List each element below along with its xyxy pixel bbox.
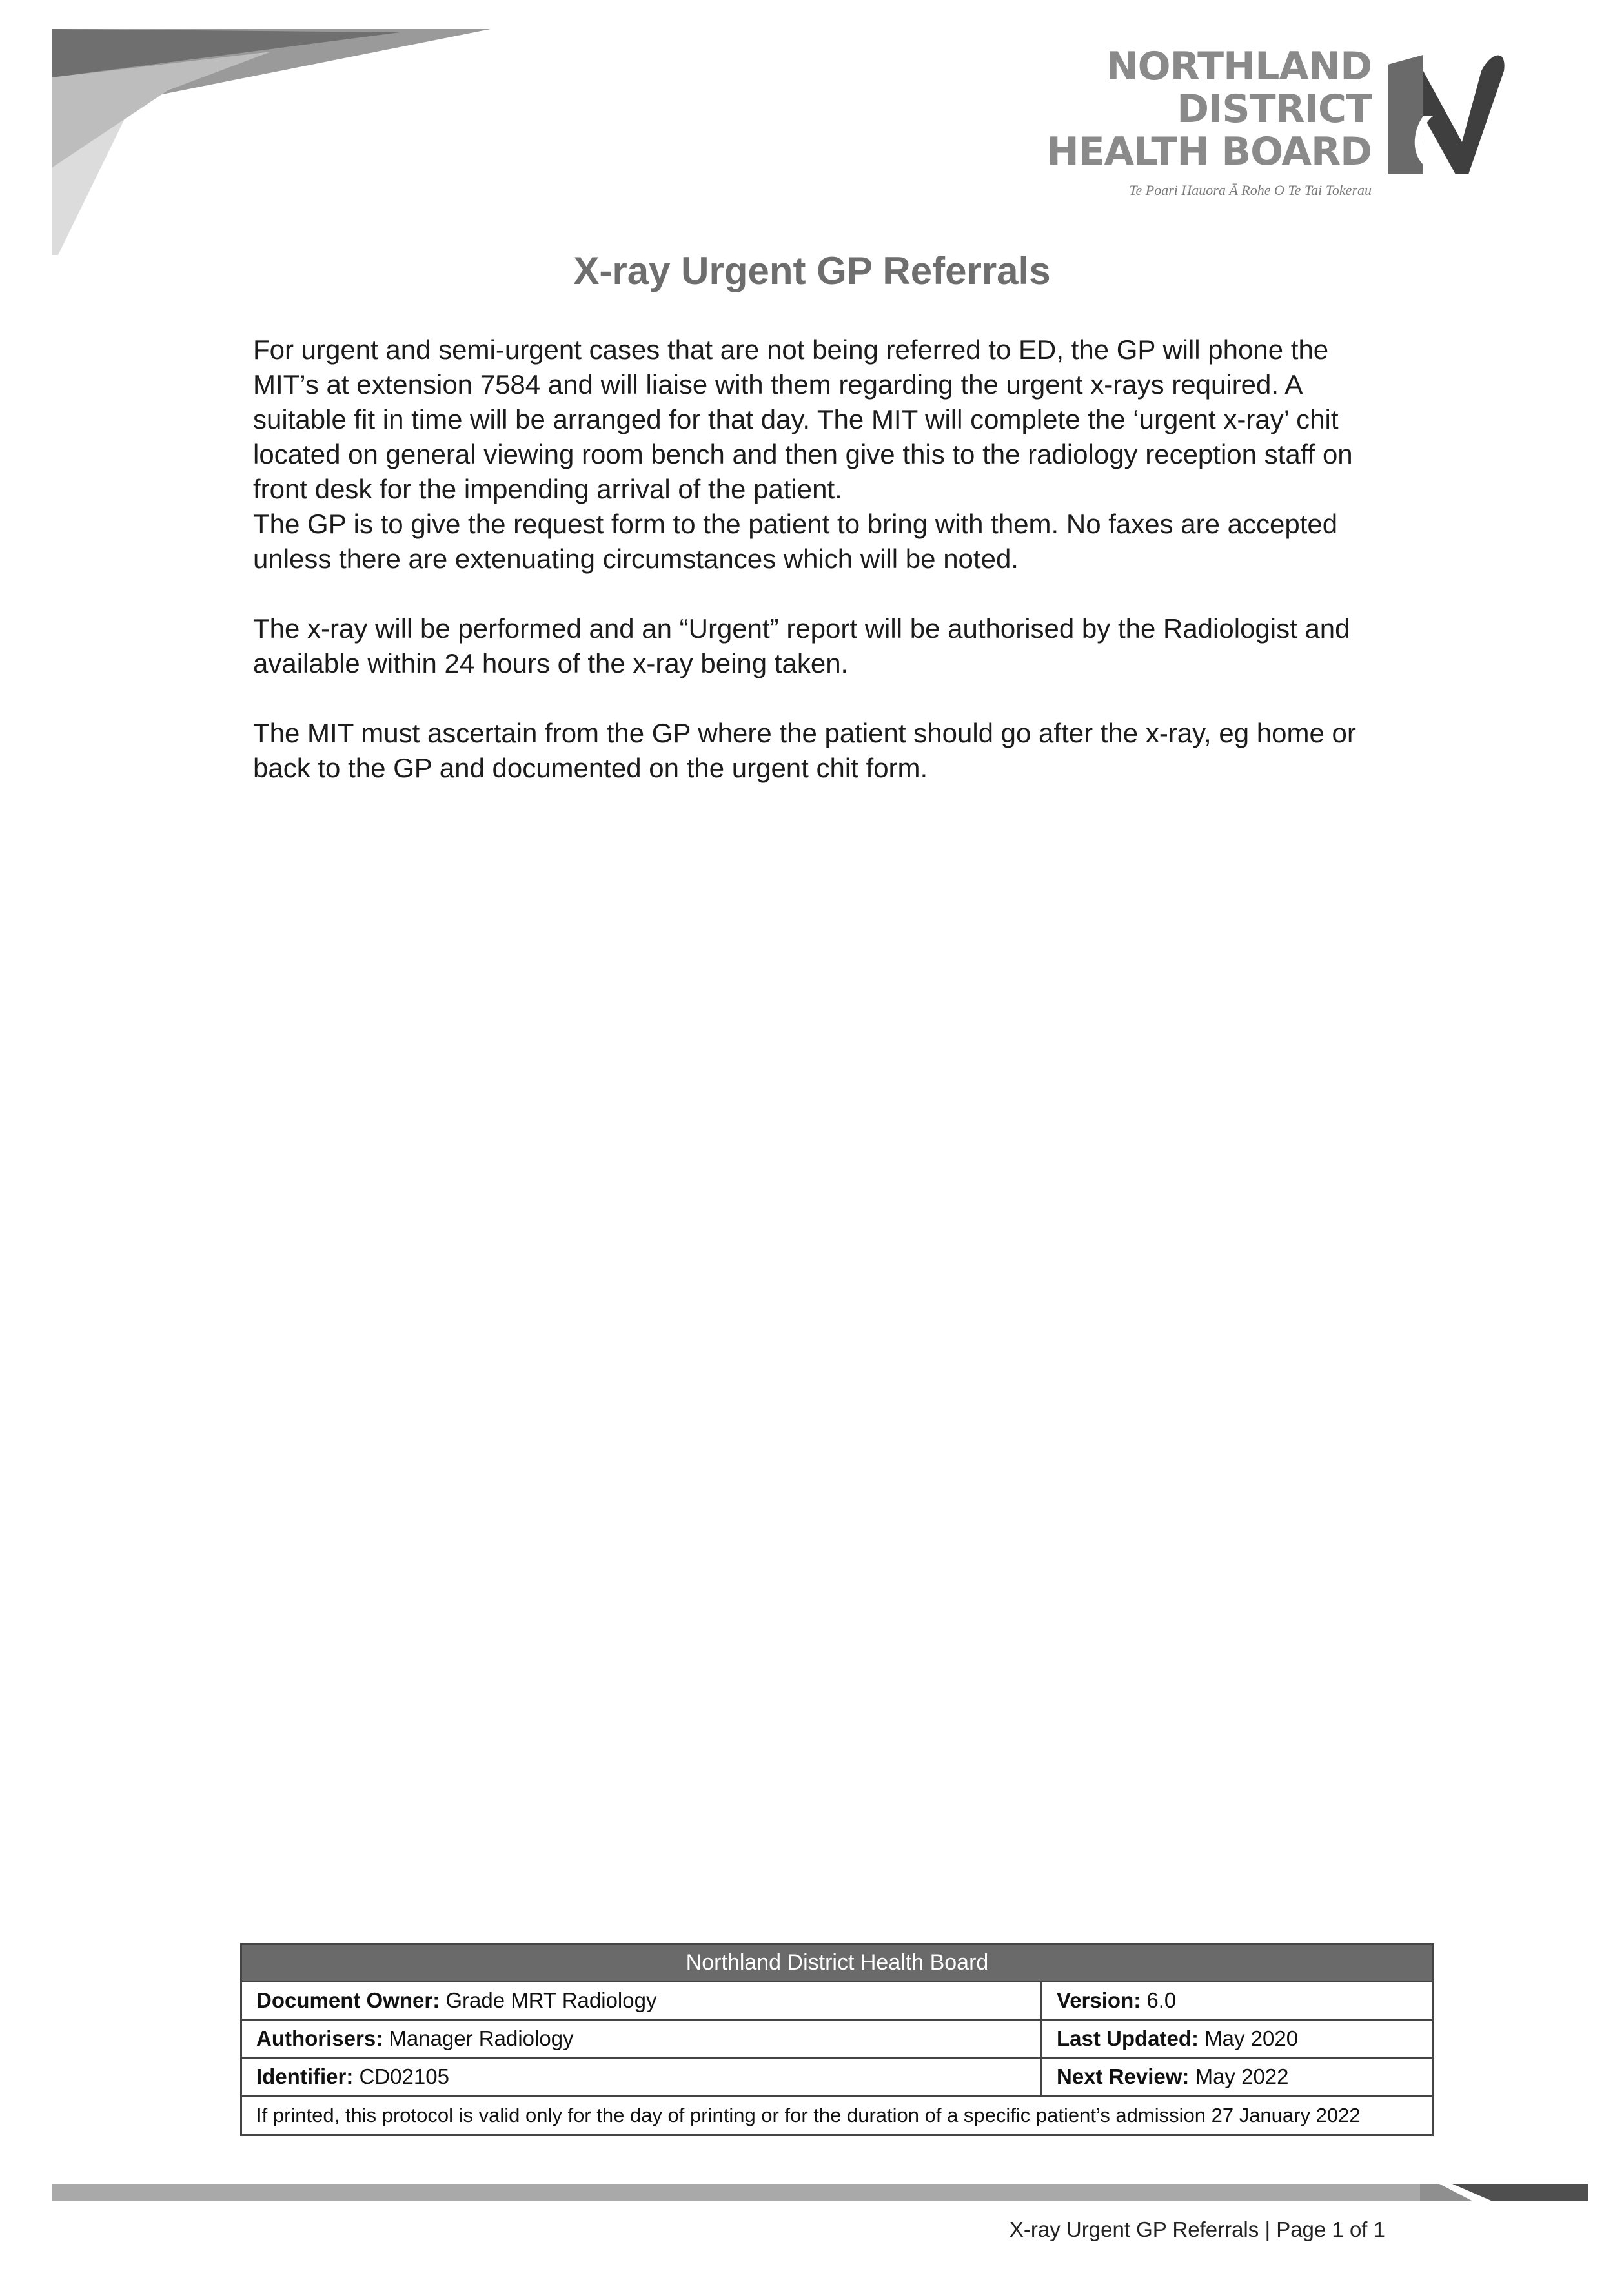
table-row	[241, 2058, 1434, 2096]
org-name-line2: HEALTH BOARD	[1046, 129, 1372, 174]
page-footer	[1010, 2217, 1385, 2242]
identifier-value: CD02105	[359, 2064, 449, 2088]
authorisers-label: Authorisers:	[256, 2026, 383, 2050]
identifier-cell	[241, 2058, 1042, 2096]
document-owner-value: Grade MRT Radiology	[445, 1988, 657, 2012]
version-label: Version:	[1057, 1988, 1141, 2012]
control-table-heading: Northland District Health Board	[241, 1944, 1434, 1982]
identifier-label: Identifier:	[256, 2064, 354, 2088]
last-updated-value: May 2020	[1204, 2026, 1299, 2050]
document-body	[253, 332, 1396, 820]
paragraph-patient-destination: The MIT must ascertain from the GP where the patient should go after the x-ray, eg home or back to the GP and documented on the urgent chit form.	[253, 718, 1356, 783]
footer-separator: |	[1264, 2217, 1271, 2241]
next-review-cell	[1042, 2058, 1434, 2096]
version-cell	[1042, 1982, 1434, 2020]
table-row	[241, 2020, 1434, 2058]
document-control-table	[240, 1943, 1434, 2136]
paragraph-urgent-cases: For urgent and semi-urgent cases that are not being referred to ED, the GP will phone the MIT’s at extension 7584 and will liaise with them regarding the urgent x-rays required. A suitable fit in time will be arranged for that day. The MIT will complete the ‘urgent x-ray’ chit located on general viewing room bench and then give this to the radiology reception staff on front desk for the impending arrival of the patient.	[253, 334, 1353, 504]
org-name-line1: NORTHLAND DISTRICT	[1106, 44, 1372, 132]
header-corner-decoration	[0, 0, 516, 271]
document-title: X-ray Urgent GP Referrals	[573, 249, 1051, 292]
print-validity-note: If printed, this protocol is valid only for the day of printing or for the duration of a specific patient’s admission 27 January 2022	[241, 2096, 1434, 2135]
footer-document-name: X-ray Urgent GP Referrals	[1009, 2217, 1259, 2241]
version-value: 6.0	[1146, 1988, 1177, 2012]
document-owner-label: Document Owner:	[256, 1988, 440, 2012]
footer-page-number: Page 1 of 1	[1276, 2217, 1385, 2241]
table-row	[241, 1982, 1434, 2020]
next-review-value: May 2022	[1195, 2064, 1289, 2088]
paragraph-request-form: The GP is to give the request form to the patient to bring with them. No faxes are accepted unless there are extenuating circumstances which will be noted.	[253, 509, 1338, 574]
last-updated-cell	[1042, 2020, 1434, 2058]
authorisers-cell	[241, 2020, 1042, 2058]
document-owner-cell	[241, 1982, 1042, 2020]
paragraph-urgent-report: The x-ray will be performed and an “Urgent” report will be authorised by the Radiologist and available within 24 hours of the x-ray being taken.	[253, 613, 1350, 678]
org-tagline: Te Poari Hauora Ā Rohe O Te Tai Tokerau	[1129, 182, 1372, 198]
next-review-label: Next Review:	[1057, 2064, 1190, 2088]
last-updated-label: Last Updated:	[1057, 2026, 1199, 2050]
table-row	[241, 2096, 1434, 2135]
footer-band-decoration	[52, 2179, 1588, 2206]
ndhb-logo-icon	[1385, 45, 1507, 181]
authorisers-value: Manager Radiology	[389, 2026, 574, 2050]
organisation-logo	[1007, 44, 1523, 198]
